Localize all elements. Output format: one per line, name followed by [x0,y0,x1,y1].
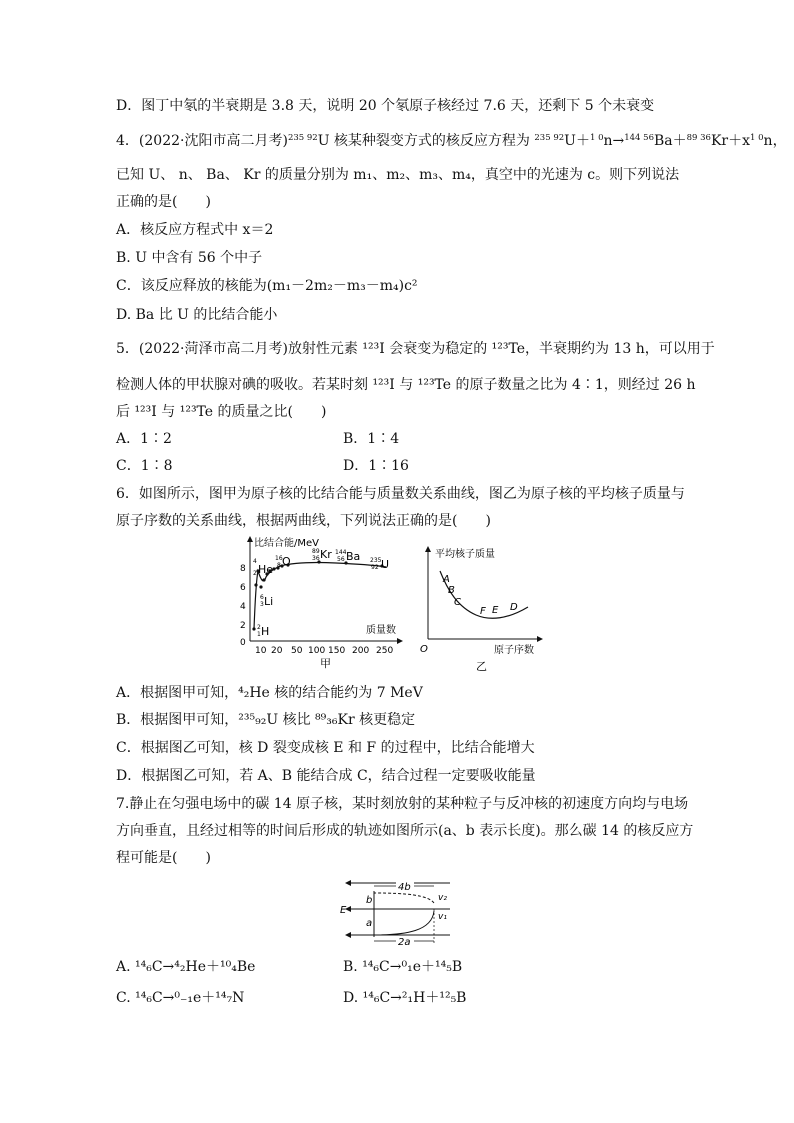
yi-point-f: F [480,606,486,617]
yi-caption: 乙 [476,660,487,673]
jia-ytick-4: 4 [240,602,246,612]
q6-stem-line-1: 6．如图所示，图甲为原子核的比结合能与质量数关系曲线，图乙为原子核的平均核子质量与 [116,486,685,502]
label-v1: v₁ [438,912,447,922]
q7-stem-line-2: 方向垂直，且经过相等的时间后形成的轨迹如图所示(a、b 表示长度)。那么碳 14 的核反应方 [116,823,694,839]
q5-number: 5． [116,341,139,357]
jia-xtick-150: 150 [328,646,346,656]
jia-xtick-250: 250 [376,646,394,656]
q7-stem-line-1: 7.静止在匀强电场中的碳 14 原子核，某时刻放射的某种粒子与反冲核的初速度方向均与电场 [116,796,689,812]
yi-point-a: A [443,574,450,585]
jia-label-u-z: 92 [371,564,379,571]
q6-stem-line-2: 原子序数的关系曲线，根据两曲线，下列说法正确的是( ) [116,513,491,529]
q4-option-a: A．核反应方程式中 x＝2 [116,222,274,238]
label-v2: v₂ [438,893,447,903]
field-e-label: E [340,905,347,916]
q4-stem-line-1: 4．(2022·沈阳市高二月考)$^{235 92}$U 核某种裂变方式的核反应方程为 $^{235 92}U+^{1 0}n\to^{144 56}Ba+^{89 36}Kr+x^{1 0}n$， [116,133,787,149]
yi-point-c: C [454,597,461,608]
jia-ytick-0: 0 [240,638,246,648]
dim-4b: 4b [398,882,411,893]
yi-point-e: E [492,605,499,616]
jia-point [252,627,255,630]
jia-label-h: H [261,625,270,638]
jia-label-he: He [258,563,274,576]
jia-xtick-100: 100 [308,646,326,656]
jia-label-li-mass: 6 [260,594,264,601]
jia-label-he-mass: 4 [253,558,257,565]
jia-label-kr-mass: 89 [312,548,320,555]
figure-q7-tracks [336,875,466,955]
track-upper [374,893,434,909]
jia-label-kr: Kr [320,548,332,561]
jia-point [254,583,257,586]
q7-option-b: B. ¹⁴₆C→⁰₁e＋¹⁴₅B [343,959,463,975]
q4-iso-u: 235 92 [287,133,318,143]
yi-origin: O [420,644,428,655]
jia-label-li: Li [264,595,274,608]
q7-option-a: A. ¹⁴₆C→⁴₂He＋¹⁰₄Be [116,959,256,975]
track-lower [374,909,434,935]
jia-curve [254,562,386,629]
q7-stem-line-3: 程可能是( ) [116,850,211,866]
jia-label-u-mass: 235 [370,557,382,564]
q6-option-a: A．根据图甲可知，⁴₂He 核的结合能约为 7 MeV [116,685,423,701]
q5-option-a: A．1∶2 [116,431,172,447]
q4-stem-line-3: 正确的是( ) [116,194,211,210]
q5-stem-line-3: 后 ¹²³I 与 ¹²³Te 的质量之比( ) [116,404,327,420]
q4-source: (2022·沈阳市高二月考) [138,133,288,149]
q3-option-d: D．图丁中氡的半衰期是 3.8 天，说明 20 个氡原子核经过 7.6 天，还剩下 5 个未衰变 [116,98,655,114]
jia-label-ba-mass: 144 [335,549,347,556]
jia-xtick-200: 200 [352,646,370,656]
dim-a: a [366,918,373,929]
q4-option-d: D. Ba 比 U 的比结合能小 [116,307,278,323]
jia-label-kr-z: 36 [312,555,320,562]
jia-label-ba: Ba [346,550,361,563]
q5-stem-line-1: 5．(2022·菏泽市高二月考)放射性元素 ¹²³I 会衰变为稳定的 ¹²³Te，半衰期约为 13 h，可以用于 [116,341,715,357]
jia-label-li-z: 3 [260,601,264,608]
jia-label-o: O [282,555,291,568]
q6-option-d: D．根据图乙可知，若 A、B 能结合成 C，结合过程一定要吸收能量 [116,768,536,784]
q5-option-b: B．1∶4 [343,431,400,447]
q7-option-d: D. ¹⁴₆C→²₁H＋¹²₅B [343,990,467,1006]
yi-point-b: B [448,585,455,596]
q5-source: (2022·菏泽市高二月考) [138,341,288,357]
jia-ytick-6: 6 [240,583,246,593]
jia-label-ba-z: 56 [337,556,345,563]
jia-point [259,585,262,588]
q6-option-b: B．根据图甲可知，²³⁵₉₂U 核比 ⁸⁹₃₆Kr 核更稳定 [116,712,416,728]
q6-option-c: C．根据图乙可知，核 D 裂变成核 E 和 F 的过程中，比结合能增大 [116,740,535,756]
q4-number: 4． [116,133,139,149]
jia-xtick-10: 10 [255,646,267,656]
jia-caption: 甲 [320,657,331,670]
dim-2a: 2a [398,937,411,948]
yi-xlabel: 原子序数 [494,645,534,656]
jia-label-h-mass: 2 [257,624,261,631]
jia-label-h-z: 1 [257,631,261,638]
jia-label-o-z: 8 [277,562,281,569]
jia-label-he-z: 2 [253,570,257,577]
jia-ytick-2: 2 [240,621,246,631]
jia-xtick-20: 20 [271,646,283,656]
jia-ylabel: 比结合能/MeV [254,538,319,549]
figure-jia [236,533,406,673]
q5-option-d: D．1∶16 [343,458,409,474]
jia-xtick-50: 50 [291,646,303,656]
jia-point [262,578,265,581]
q4-option-c: C．该反应释放的核能为(m₁－2m₂－m₃－m₄)c² [116,278,418,294]
q7-option-c: C. ¹⁴₆C→⁰₋₁e＋¹⁴₇N [116,990,245,1006]
q4-stem-line-2: 已知 U、 n、 Ba、 Kr 的质量分别为 m₁、m₂、m₃、m₄，真空中的光速为 c。则下列说法 [116,167,680,183]
yi-ylabel: 平均核子质量 [435,549,495,560]
jia-xlabel: 质量数 [366,625,396,636]
jia-label-o-mass: 16 [275,555,283,562]
dim-b: b [366,895,373,906]
q5-stem-line-2: 检测人体的甲状腺对碘的吸收。若某时刻 ¹²³I 与 ¹²³Te 的原子数量之比为 4∶1，则经过 26 h [116,377,696,393]
jia-ytick-8: 8 [240,564,246,574]
jia-label-u: U [381,558,390,571]
q5-option-c: C．1∶8 [116,458,173,474]
yi-point-d: D [510,602,518,613]
q4-option-b: B. U 中含有 56 个中子 [116,250,263,266]
figure-yi [418,545,548,675]
